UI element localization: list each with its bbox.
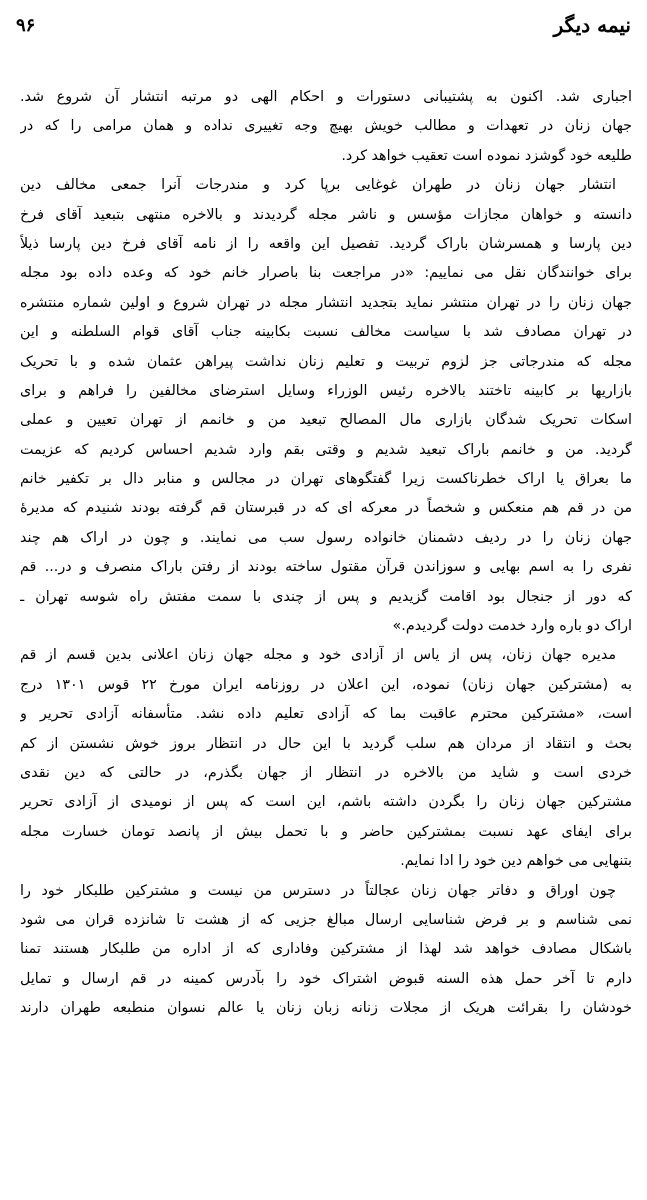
- text-line: مجله که مندرجاتی جز لزوم تربیت و تعلیم زنان نداشت پیراهن عثمان شده و با تحریک: [20, 353, 632, 370]
- text-line: مدیره جهان زنان، پس از یاس از آزادی خود و مجله جهان زنان اعلانی بدین قسم از قم: [20, 647, 616, 664]
- text-line: بازاریها بر کابینه تاختند بالاخره رئیس الوزراء وسایل استرضای مخالفین را فراهم و برای: [20, 382, 632, 399]
- text-line: جهان زنان را در تهران منتشر نماید بتجدید انتشار مجله در تهران شروع و اولین شماره منتشره: [20, 294, 632, 311]
- text-line: بتنهایی می خواهم دین خود را ادا نمایم.: [400, 853, 632, 870]
- page-header: [12, 10, 635, 40]
- text-line: که دور از جنجال بود اقامت گزیدیم و پس از چندی با سمت مفتش راه شوسه تهران ـ: [20, 588, 632, 605]
- text-line: دین پارسا و همسرشان باراک گردید. تفصیل این واقعه را از نامه آقای فرخ دین پارسا ذیلاً: [20, 235, 632, 252]
- text-line: من در قم هم منعکس و شخصاً در معرکه ای که در قبرستان قم گرفته بودند شنیدم که مدیرهٔ: [20, 500, 632, 517]
- text-line: ما بعراق یا اراک خطرناکست زیرا گفتگوهای تهران در مجالس و منابر دال بر تکفیر خانم: [20, 471, 632, 488]
- text-line: اراک دو باره وارد خدمت دولت گردیدم.»: [392, 618, 632, 635]
- text-line: به (مشترکین جهان زنان) نموده، این اعلان در روزنامه ایران مورخ ۲۲ قوس ۱۳۰۱ درج: [20, 676, 632, 693]
- text-line: باشکال مصادف خواهد شد لهذا از مشترکین وفاداری که از اداره من طلبکار هستند تمنا: [20, 941, 632, 958]
- text-line: نمی شناسم و بر فرض شناسایی ارسال مبالغ جزیی که از هشت تا شانزده قران می شود: [20, 911, 632, 928]
- text-line: انتشار جهان زنان در طهران غوغایی برپا کرد و مندرجات آنرا جمعی مخالف دین: [20, 177, 616, 194]
- text-line: است، «مشترکین محترم عاقبت بما که آزادی تعلیم داده نشد. متأسفانه آزادی تحریر و: [20, 706, 632, 723]
- running-title: نیمه دیگر: [553, 13, 631, 37]
- text-line: اجباری شد. اکنون به پشتیبانی دستورات و احکام الهی دو مرتبه انتشار آن شروع شد.: [20, 89, 632, 105]
- text-line: جهان زنان در تعهدات و مطالب خویش بهیچ وجه تغییری نداده و همان مرامی را که در: [20, 118, 632, 135]
- text-line: جهان زنان را در ردیف دشمنان خانواده رسول سب می نمایند. و چون در اراک هم چند: [20, 529, 632, 546]
- text-line: دارم تا آخر حمل هذه السنه قبوض اشتراک خود را بآدرس کمینه در قم ارسال و تمایل: [20, 970, 632, 987]
- text-line: نفری را به اسم بهایی و سوزاندن قرآن مقتول ساخته بودند از رفتن باراک منصرف و در... قم: [20, 559, 632, 576]
- text-line: اسکات تحریک شدگان بازاری مال المصالح تبعید من و خانمم از تهران تعیین و عملی: [20, 412, 632, 429]
- text-line: خردی است و شاید من بالاخره در انتظار از جهان بگذرم، در حالتی که دین نقدی: [20, 764, 632, 781]
- text-line: در تهران مصادف شد با سیاست مخالف نسبت بکابینه جناب آقای قوام السلطنه و این: [20, 324, 632, 341]
- text-line: گردید. من و خانمم باراک تبعید شدیم و وقتی بقم وارد شدیم احساس کردیم که عزیمت: [20, 441, 632, 458]
- page-number: ۹۶: [16, 14, 36, 36]
- text-line: مشترکین جهان زنان را بگردن داشته باشم، این است که پس از نومیدی از آزادی تحریر: [20, 794, 632, 811]
- text-line: دانسته و خواهان مجازات مؤسس و ناشر مجله گردیدند و بالاخره منتهی بتبعید آقای فرخ: [20, 206, 632, 223]
- text-line: برای ایفای عهد نسبت بمشترکین حاضر و با تحمل بیش از پانصد تومان خسارت مجله: [20, 823, 632, 840]
- body-text: [20, 83, 632, 1024]
- text-line: بحث و انتقاد از مردان هم سلب گردید با این حال در انتظار بروز خوش نشستن از کم: [20, 735, 632, 752]
- text-line: طلیعه خود گوشزد نموده است تعقیب خواهد کرد.: [341, 147, 632, 164]
- text-line: چون اوراق و دفاتر جهان زنان عجالتاً در دسترس من نیست و مشترکین طلبکار خود را: [20, 882, 616, 899]
- text-line: برای خوانندگان نقل می نماییم: «در مراجعت بنا باصرار خانم خود که وعده داده بود مجله: [20, 265, 632, 282]
- text-line: خودشان را بقرائت هریک از مجلات زنانه زبان زنان یا عالم نسوان منطبعه طهران دارند: [20, 1000, 632, 1017]
